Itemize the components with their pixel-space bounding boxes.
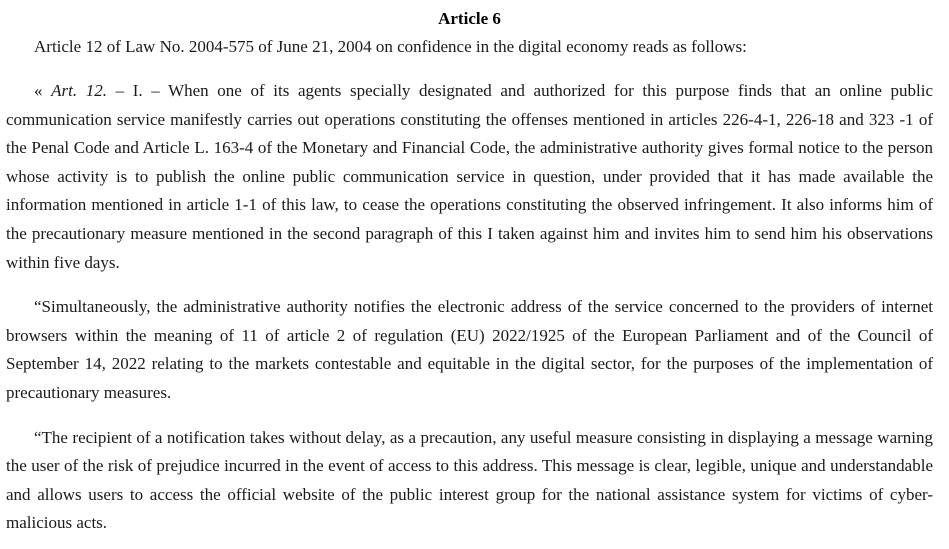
document-body (6, 6, 933, 538)
paragraph-recipient: “The recipient of a notification takes without delay, as a precaution, any useful measure consisting in displaying a message warning the user of the risk of prejudice incurred in the event of access to this address. This message is clear, legible, unique and understandable and allows users to access the official website of the public interest group for the national assistance system for victims of cyber-malicious acts. (6, 427, 933, 533)
article-title: Article 6 (438, 9, 501, 28)
paragraph-art-12 (6, 77, 933, 277)
intro-paragraph: Article 12 of Law No. 2004-575 of June 21, 2004 on confidence in the digital economy reads as follows: (34, 37, 747, 56)
paragraph-art-12-text: – I. – When one of its agents specially designated and authorized for this purpose finds that an online public communication service manifestly carries out operations constituting the offenses mentioned in articles 226-4-1, 226-18 and 323 -1 of the Penal Code and Article L. 163-4 of the Monetary and Financial Code, the administrative authority gives formal notice to the person whose activity is to publish the online public communication service in question, under provided that it has made available the information mentioned in article 1-1 of this law, to cease the operations constituting the observed infringement. It also informs him of the precautionary measure mentioned in the second paragraph of this I taken against him and invites him to send him his observations within five days. (6, 81, 933, 272)
open-quote: « (34, 81, 52, 100)
paragraph-simultaneously: “Simultaneously, the administrative authority notifies the electronic address of the service concerned to the providers of internet browsers within the meaning of 11 of article 2 of regulation (EU) 2022/1925 of the European Parliament and of the Council of September 14, 2022 relating to the markets contestable and equitable in the digital sector, for the purposes of the implementation of precautionary measures. (6, 297, 933, 402)
article-reference: Art. 12. (51, 81, 107, 100)
